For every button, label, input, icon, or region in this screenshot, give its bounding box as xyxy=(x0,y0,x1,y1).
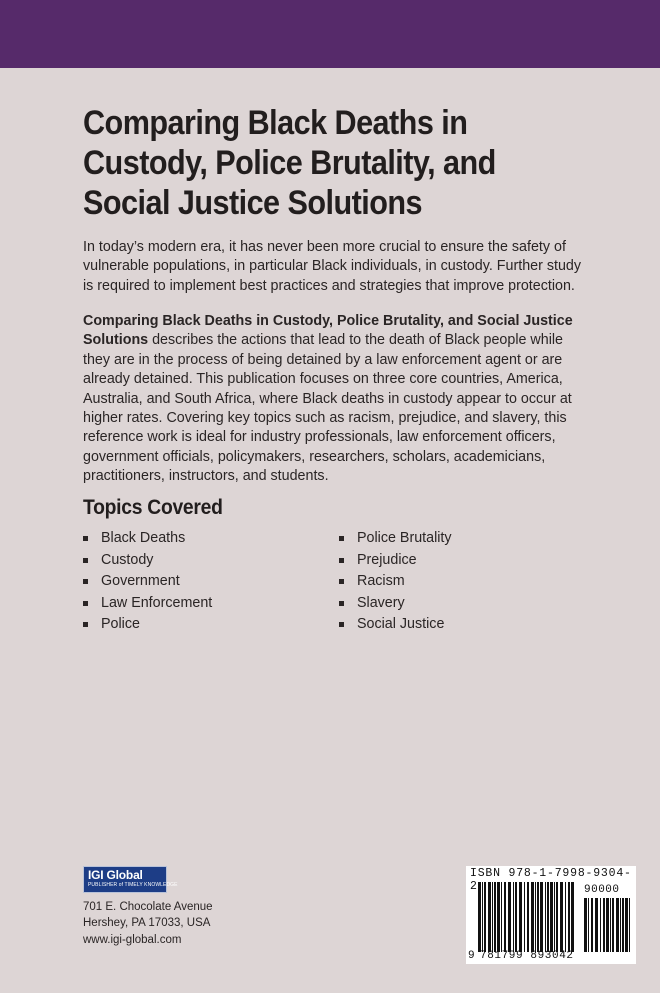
publisher-address xyxy=(83,899,213,948)
bullet-icon xyxy=(339,579,344,584)
isbn-label: ISBN 978-1-7998-9304-2 xyxy=(470,867,632,893)
publisher-logo xyxy=(83,866,178,893)
barcode-bar xyxy=(606,898,609,952)
topics-right-column xyxy=(339,528,452,636)
topic-item: Slavery xyxy=(339,593,452,615)
barcode-bar xyxy=(612,898,614,952)
barcode-bar xyxy=(600,898,601,952)
top-color-band xyxy=(0,0,660,68)
logo-name: IGI Global xyxy=(88,868,143,882)
back-cover-content xyxy=(83,103,583,633)
bullet-icon xyxy=(339,558,344,563)
barcode-bar xyxy=(625,898,628,952)
description-text: describes the actions that lead to the death of Black people while they are in the process of being detained by a law enforcement agent or are already detained. This publication focuses on three core countries, America, Australia, and South Africa, where Black deaths in custody appear to occur at higher rates. Covering key topics such as racism, prejudice, and slavery, this reference work is ideal for industry professionals, law enforcement officers, government officials, policymakers, researchers, scholars, academicians, practitioners, instructors, and students. xyxy=(83,332,572,485)
barcode-bar xyxy=(616,898,619,952)
isbn-barcode xyxy=(466,866,636,964)
topics-heading: Topics Covered xyxy=(83,496,223,519)
barcode-bar xyxy=(610,898,611,952)
bullet-icon xyxy=(339,536,344,541)
barcode-bar xyxy=(629,898,630,952)
topic-item: Government xyxy=(83,571,212,593)
topic-item: Police Brutality xyxy=(339,528,452,550)
topic-item: Custody xyxy=(83,550,212,572)
topic-item: Police xyxy=(83,614,212,636)
topics-left-column xyxy=(83,528,212,636)
bullet-icon xyxy=(83,579,88,584)
bullet-icon xyxy=(339,601,344,606)
barcode-lead-digit: 9 xyxy=(468,950,475,962)
publisher-block xyxy=(83,866,213,948)
topic-item: Racism xyxy=(339,571,452,593)
barcode-digits xyxy=(466,884,636,962)
description-bold-title: Comparing Black Deaths in Custody, Police Brutality, and Social Justice Solutions xyxy=(83,313,573,349)
book-title: Comparing Black Deaths in Custody, Police Brutality, and Social Justice Solutions xyxy=(83,104,496,222)
topic-item: Social Justice xyxy=(339,614,452,636)
bullet-icon xyxy=(83,558,88,563)
description-paragraph xyxy=(83,312,583,487)
barcode-bar xyxy=(591,898,593,952)
barcode-bar xyxy=(620,898,621,952)
bullet-icon xyxy=(83,622,88,627)
bullet-icon xyxy=(83,601,88,606)
topic-item: Law Enforcement xyxy=(83,593,212,615)
barcode-bar xyxy=(622,898,624,952)
publisher-website[interactable]: www.igi-global.com xyxy=(83,933,182,946)
topic-item: Prejudice xyxy=(339,550,452,572)
barcode-bar xyxy=(584,898,587,952)
intro-paragraph: In today’s modern era, it has never been more crucial to ensure the safety of vulnerable populations, in particular Black individuals, in custody. Further study is required to implement best practices and strategies that improve protection. xyxy=(83,239,582,294)
topics-list xyxy=(83,528,583,638)
address-line-1: 701 E. Chocolate Avenue xyxy=(83,901,213,913)
barcode-bar xyxy=(588,898,589,952)
bullet-icon xyxy=(339,622,344,627)
topic-item: Black Deaths xyxy=(83,528,212,550)
barcode-number: 781799 893042 xyxy=(480,950,574,962)
bullet-icon xyxy=(83,536,88,541)
logo-tagline: PUBLISHER of TIMELY KNOWLEDGE xyxy=(88,882,178,888)
barcode-bar xyxy=(603,898,605,952)
barcode-bar xyxy=(595,898,598,952)
price-code: 90000 xyxy=(584,884,620,896)
address-line-2: Hershey, PA 17033, USA xyxy=(83,917,211,930)
